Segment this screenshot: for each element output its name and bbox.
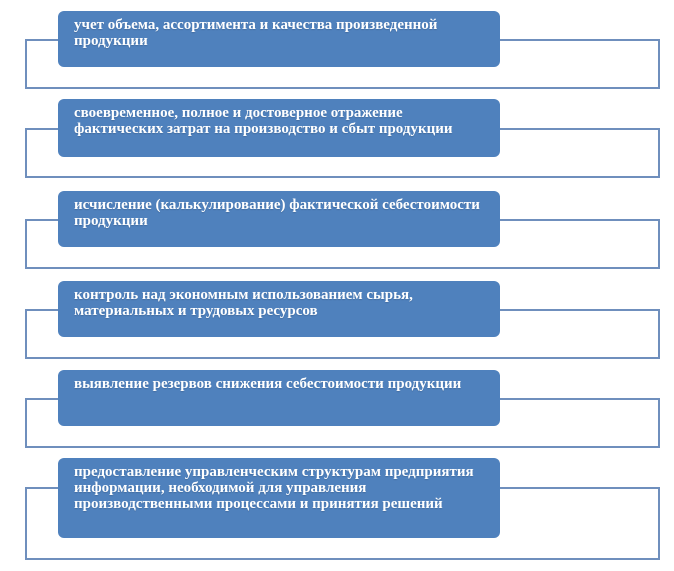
box-4 — [58, 281, 500, 337]
item-text-4: контроль над экономным использованием сырья, материальных и трудовых ресурсов — [74, 287, 413, 319]
item-text-2: своевременное, полное и достоверное отражение фактических затрат на производство и сбыт продукции — [74, 105, 453, 137]
item-text-5: выявление резервов снижения себестоимости продукции — [74, 376, 462, 392]
box-3 — [58, 191, 500, 247]
box-2 — [58, 99, 500, 157]
item-text-3: исчисление (калькулирование) фактической себестоимости продукции — [74, 197, 480, 229]
box-6 — [58, 458, 500, 538]
item-text-1: учет объема, ассортимента и качества произведенной продукции — [74, 17, 438, 49]
box-1 — [58, 11, 500, 67]
item-text-6: предоставление управленческим структурам предприятия информации, необходимой для управления производственными процессами и принятия решений — [74, 464, 474, 512]
box-5 — [58, 370, 500, 426]
